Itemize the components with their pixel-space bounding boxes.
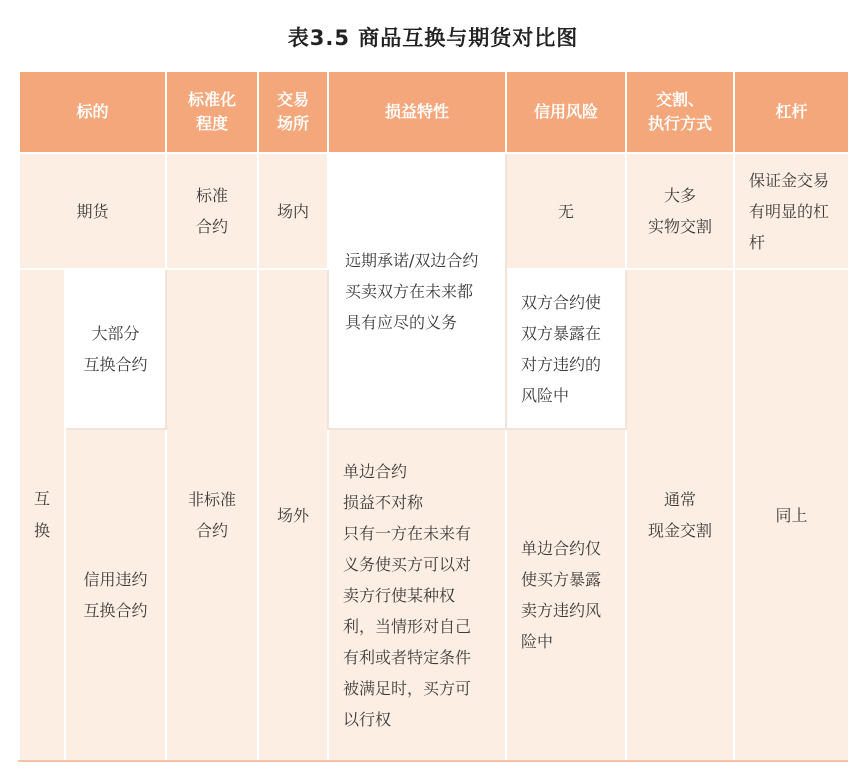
futures-subject: 期货	[19, 153, 166, 269]
header-pnl: 损益特性	[328, 71, 506, 153]
header-settlement: 交割、 执行方式	[626, 71, 734, 153]
header-credit-risk: 信用风险	[506, 71, 626, 153]
shared-pnl: 远期承诺/双边合约 买卖双方在未来都 具有应尽的义务	[328, 153, 506, 429]
table-bottom-border	[18, 760, 848, 762]
credit-default-swap-pnl: 单边合约 损益不对称 只有一方在未来有 义务使买方可以对 卖方行使某种权 利，当情形对自己 有利或者特定条件 被满足时，买方可 以行权	[328, 429, 506, 761]
swap-settlement: 通常 现金交割	[626, 269, 734, 761]
futures-venue: 场内	[258, 153, 328, 269]
header-standardization: 标准化 程度	[166, 71, 258, 153]
futures-credit-risk: 无	[506, 153, 626, 269]
header-row	[19, 71, 849, 153]
futures-leverage: 保证金交易 有明显的杠 杆	[734, 153, 849, 269]
header-venue: 交易 场所	[258, 71, 328, 153]
futures-row	[19, 153, 849, 269]
credit-default-swap-subject: 信用违约 互换合约	[65, 429, 166, 761]
header-subject: 标的	[19, 71, 166, 153]
header-leverage: 杠杆	[734, 71, 849, 153]
swap-venue: 场外	[258, 269, 328, 761]
swap-standardization: 非标准 合约	[166, 269, 258, 761]
credit-default-swap-credit-risk: 单边合约仅 使买方暴露 卖方违约风 险中	[506, 429, 626, 761]
majority-swap-subject: 大部分 互换合约	[65, 269, 166, 429]
futures-settlement: 大多 实物交割	[626, 153, 734, 269]
swap-label: 互 换	[19, 269, 65, 761]
comparison-table	[18, 70, 850, 762]
swap-leverage: 同上	[734, 269, 849, 761]
table-title: 表3.5 商品互换与期货对比图	[287, 26, 579, 50]
majority-swap-credit-risk: 双方合约使 双方暴露在 对方违约的 风险中	[506, 269, 626, 429]
futures-standardization: 标准 合约	[166, 153, 258, 269]
